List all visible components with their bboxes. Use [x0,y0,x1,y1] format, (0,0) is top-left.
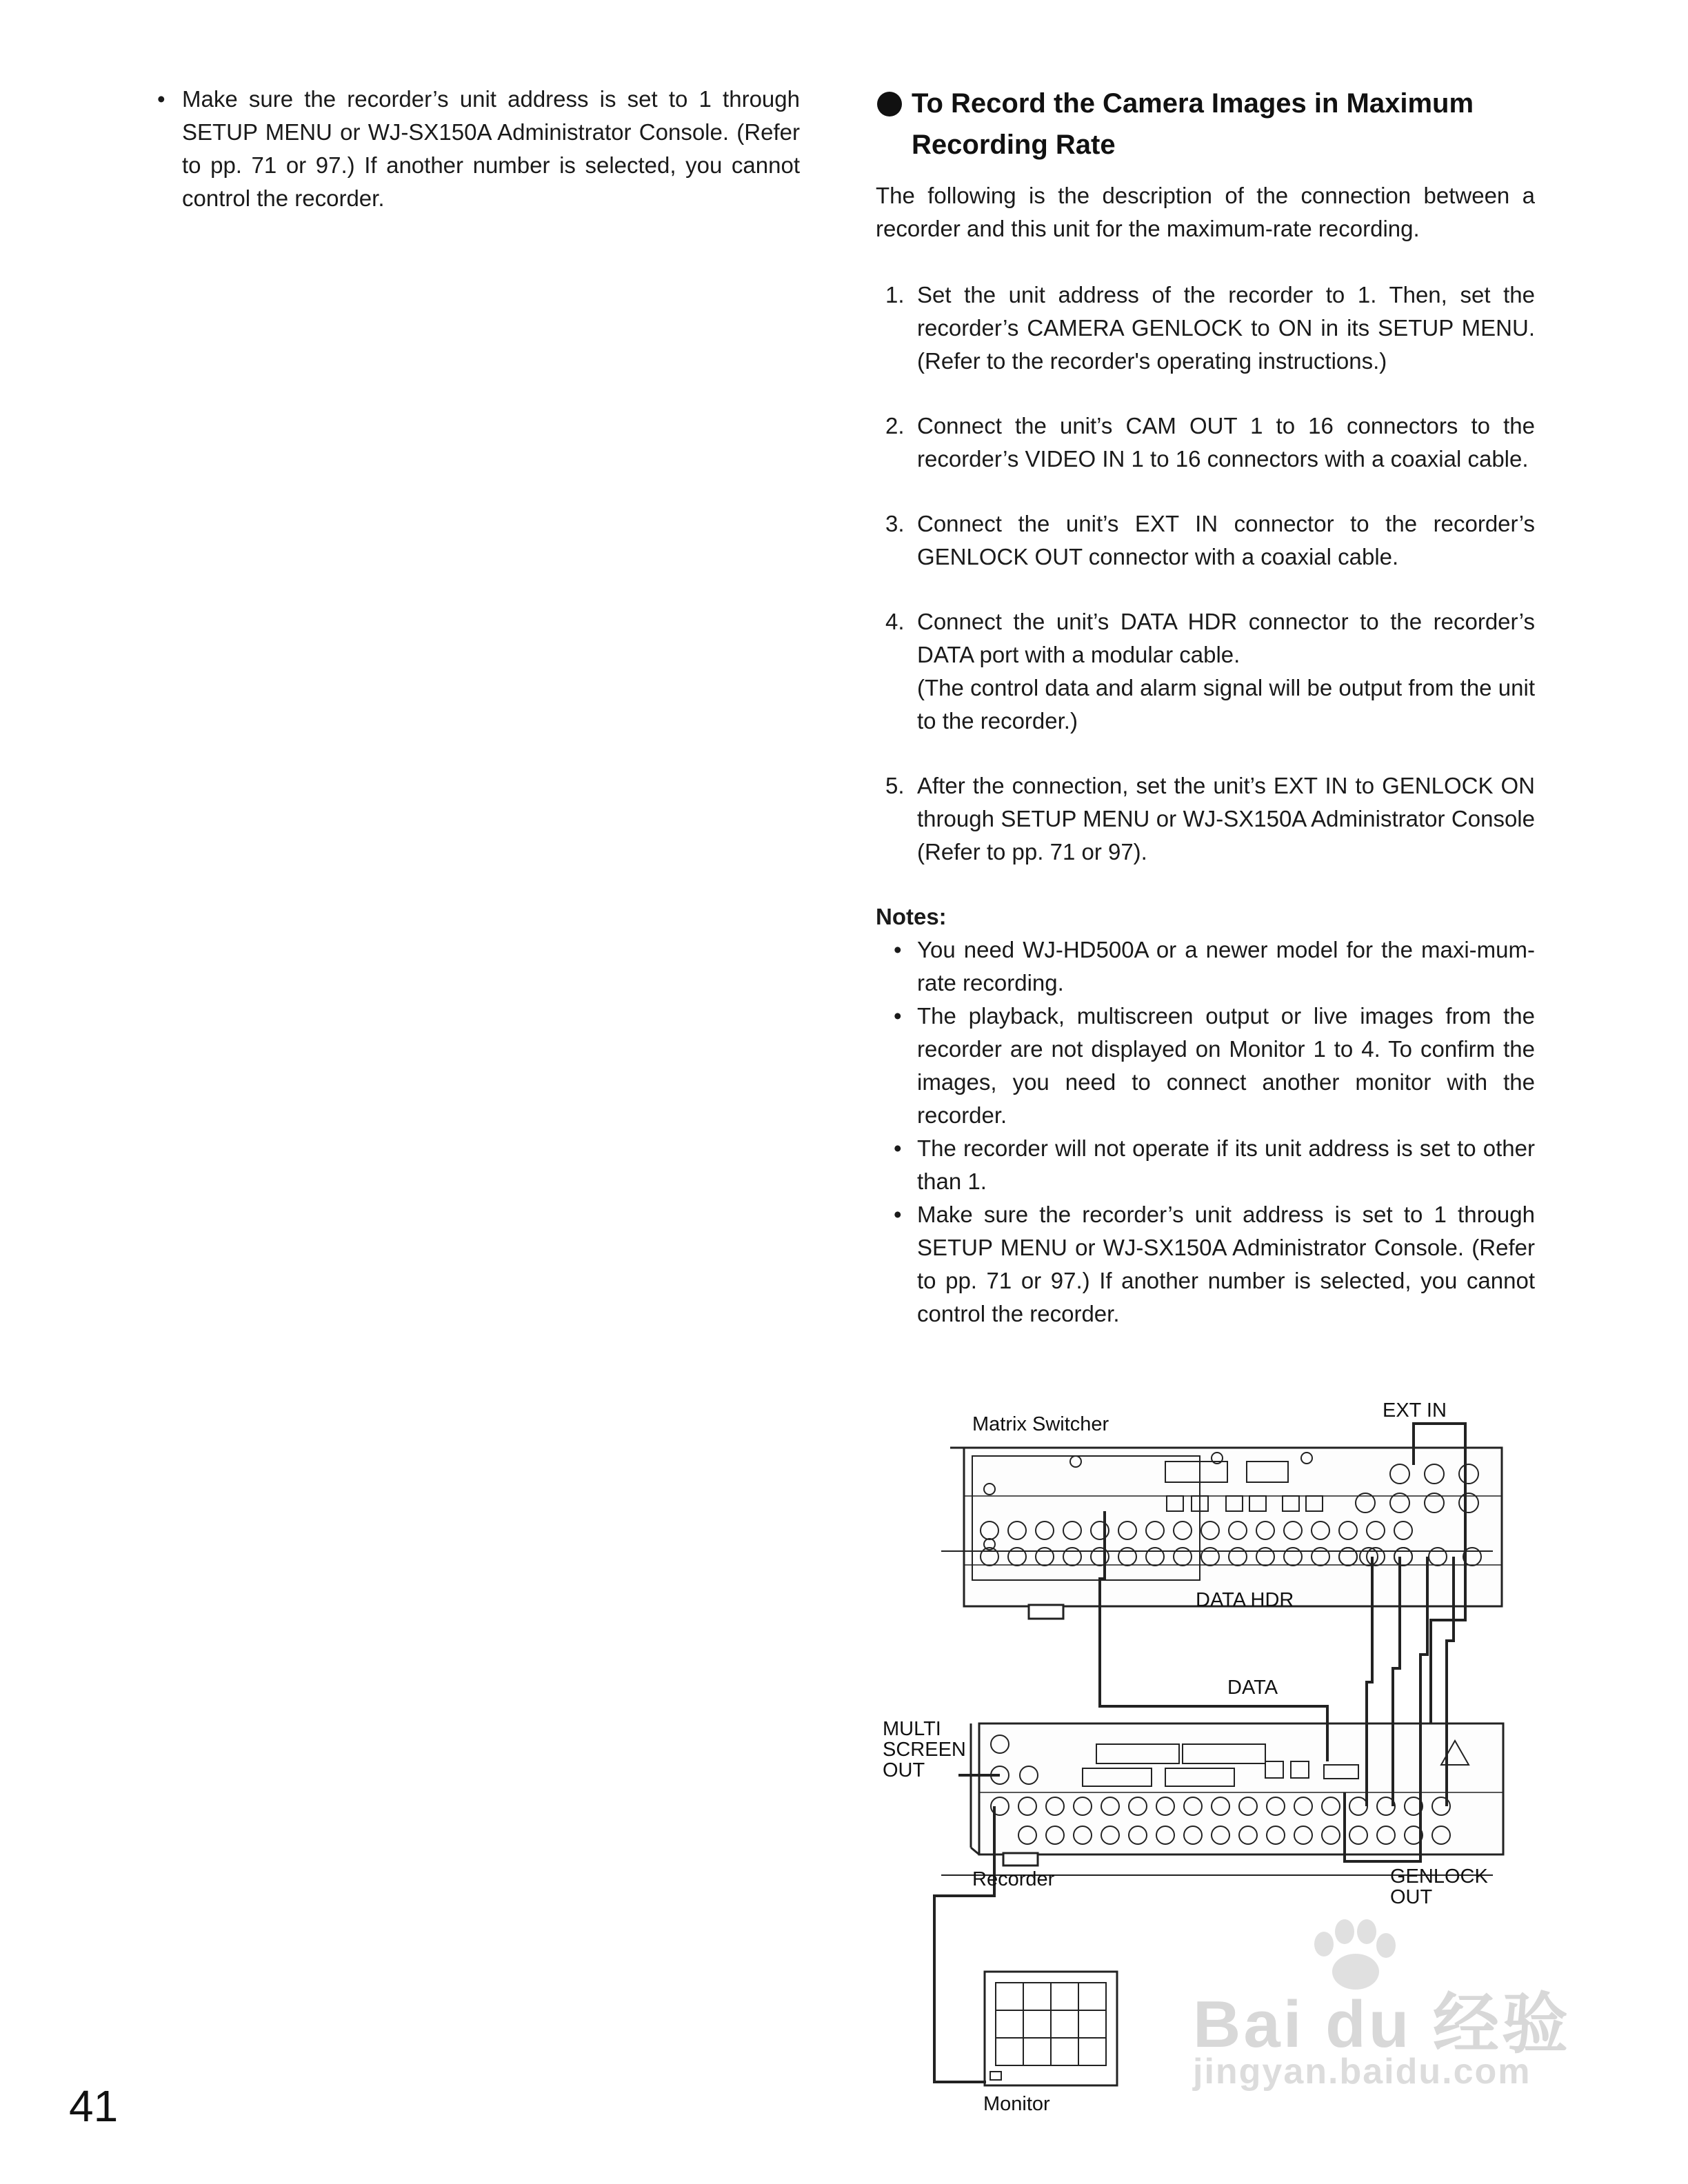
note-bullet: • [894,1003,902,1029]
step-item [876,605,1535,738]
data-label: DATA [1227,1677,1278,1699]
notes-list [876,933,1535,1331]
step-text: After the connection, set the unit’s EXT IN to GENLOCK ON through SETUP MENU or WJ-SX150A Administrator Console (Refer to pp. 71 or 97). [917,773,1535,865]
step-item [876,410,1535,476]
section-title: To Record the Camera Images in Maximum Recording Rate [912,88,1474,160]
note-item [876,933,1535,1000]
step-item [876,279,1535,378]
monitor-label: Monitor [983,2093,1050,2115]
bullet-item [157,83,800,215]
multi-screen-out-label-line1: MULTI [883,1718,941,1740]
step-item [876,769,1535,869]
step-number: 5. [885,773,905,798]
heading-bullet-icon [877,92,902,117]
note-text: Make sure the recorder’s unit address is set to 1 through SETUP MENU or WJ-SX150A Administrator Console. (Refer to pp. 71 or 97.) If another number is selected, you cannot control the recorder. [917,1202,1535,1326]
note-text: You need WJ-HD500A or a newer model for the maxi-mum-rate recording. [917,937,1535,995]
recorder-label: Recorder [972,1868,1055,1890]
step-number: 3. [885,511,905,536]
genlock-out-label-line2: OUT [1390,1886,1433,1908]
step-item [876,507,1535,574]
step-text: Connect the unit’s EXT IN connector to the recorder’s GENLOCK OUT connector with a coaxial cable. [917,511,1535,569]
page-number: 41 [69,2081,119,2131]
note-bullet: • [894,937,902,962]
intro-paragraph: The following is the description of the connection between a recorder and this unit for the maximum-rate recording. [876,183,1535,241]
right-column [876,83,1535,1331]
bullet-dot: • [157,86,165,112]
note-item [876,1198,1535,1331]
recorder-device [971,1723,1503,1866]
step-text: Connect the unit’s CAM OUT 1 to 16 connectors to the recorder’s VIDEO IN 1 to 16 connectors with a coaxial cable. [917,413,1535,472]
data-hdr-label: DATA HDR [1196,1589,1294,1611]
step-number: 2. [885,413,905,438]
note-text: The recorder will not operate if its unit address is set to other than 1. [917,1135,1535,1194]
note-item [876,1000,1535,1132]
step-text: Set the unit address of the recorder to 1. Then, set the recorder’s CAMERA GENLOCK to ON in its SETUP MENU. (Refer to the recorder's operating instructions.) [917,282,1535,374]
multi-screen-out-label-line2: SCREEN [883,1739,966,1761]
monitor-device [985,1972,1117,2085]
watermark-url: jingyan.baidu.com [1193,2052,1531,2092]
note-bullet: • [894,1135,902,1161]
ext-in-label: EXT IN [1383,1399,1447,1422]
bullet-text: Make sure the recorder’s unit address is set to 1 through SETUP MENU or WJ-SX150A Administrator Console. (Refer to pp. 71 or 97.) If another number is selected, you cannot control the recorder. [182,86,800,211]
note-bullet: • [894,1202,902,1227]
note-item [876,1132,1535,1198]
matrix-switcher-label: Matrix Switcher [972,1413,1109,1435]
section-heading [876,83,1535,165]
notes-title: Notes: [876,904,947,929]
note-text: The playback, multiscreen output or live images from the recorder are not displayed on Monitor 1 to 4. To confirm the images, you need to connect another monitor with the recorder. [917,1003,1535,1128]
step-text: Connect the unit’s DATA HDR connector to the recorder’s DATA port with a modular cable. [917,609,1535,667]
watermark [1172,1930,1586,2103]
genlock-out-label-line1: GENLOCK [1390,1866,1488,1888]
step-subtext: (The control data and alarm signal will be output from the unit to the recorder.) [917,675,1535,734]
multi-screen-out-label-line3: OUT [883,1759,925,1781]
steps-list [876,279,1535,869]
step-number: 4. [885,609,905,634]
watermark-brand: Bai du 经验 [1193,1988,1571,2061]
left-column [157,83,800,215]
step-number: 1. [885,282,905,307]
